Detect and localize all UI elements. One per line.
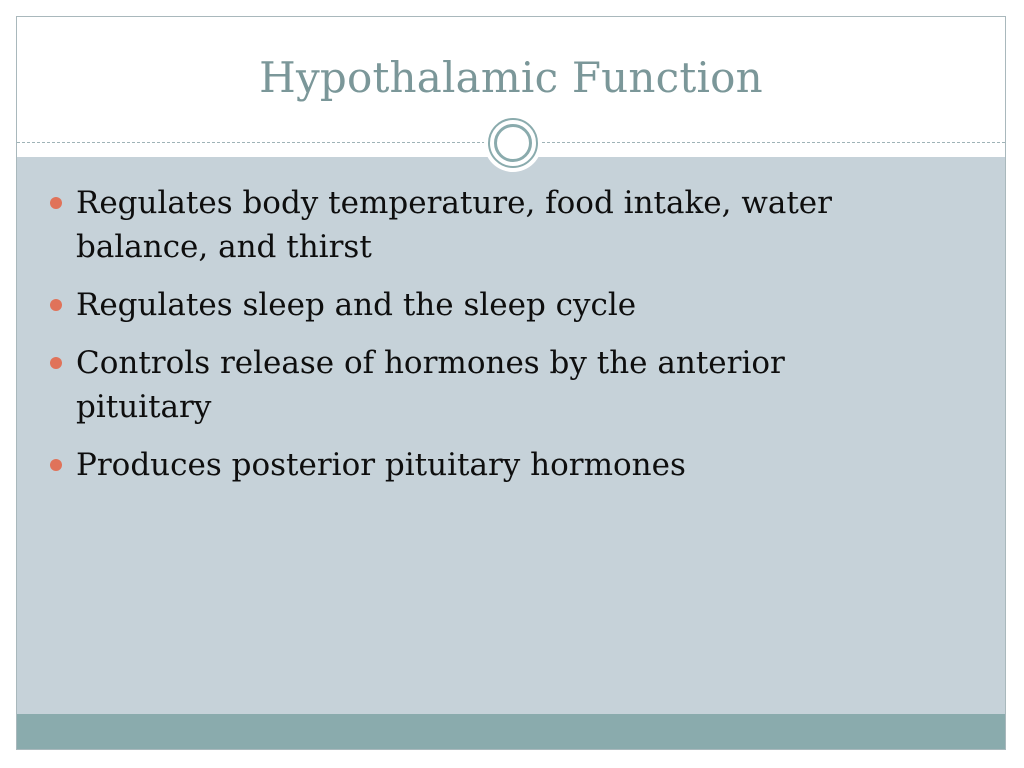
bullet-dot-icon: [50, 357, 62, 369]
bullet-dot-icon: [50, 299, 62, 311]
content-area: [17, 157, 1005, 716]
bullet-dot-icon: [50, 197, 62, 209]
slide-title: Hypothalamic Function: [259, 53, 763, 102]
bullet-item: [17, 181, 1005, 269]
bullet-item: [17, 283, 1005, 327]
slide: [16, 16, 1006, 750]
bullet-text: Regulates body temperature, food intake, water balance, and thirst: [76, 185, 832, 265]
ornament-ring: [488, 118, 538, 168]
bullet-dot-icon: [50, 459, 62, 471]
bullet-item: [17, 443, 1005, 487]
bullet-text: Controls release of hormones by the anterior pituitary: [76, 345, 785, 425]
bullet-text: Produces posterior pituitary hormones: [76, 447, 686, 483]
bullet-item: [17, 341, 1005, 429]
double-ring-ornament-icon: [484, 114, 542, 172]
footer-bar: [17, 714, 1005, 749]
bullet-text: Regulates sleep and the sleep cycle: [76, 287, 637, 323]
bullet-list: [17, 181, 1005, 501]
